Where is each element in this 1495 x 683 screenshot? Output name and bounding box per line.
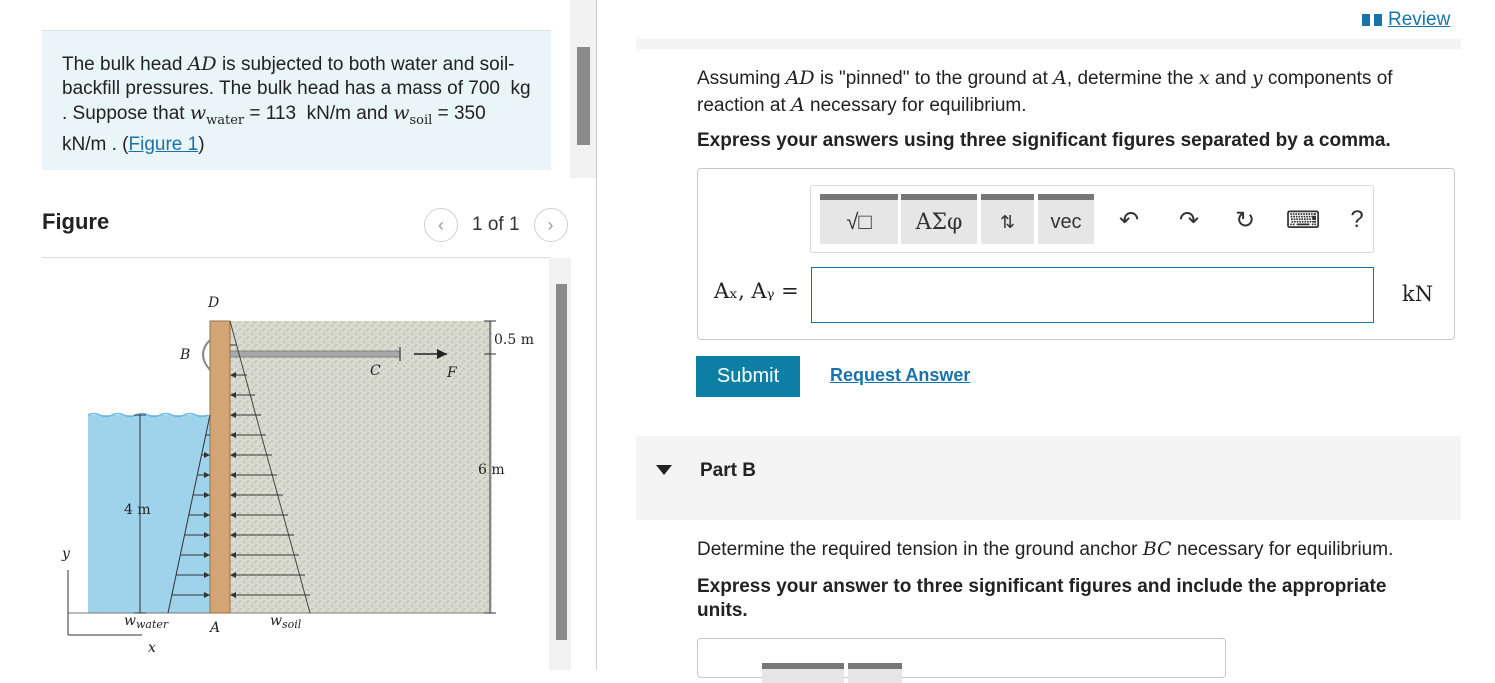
label-x: x <box>148 640 156 656</box>
collapse-triangle-icon[interactable] <box>656 465 672 475</box>
part-a-header-bar <box>636 39 1461 49</box>
panel-divider <box>596 0 597 670</box>
next-figure-button[interactable] <box>534 208 568 242</box>
keyboard-button[interactable] <box>1287 204 1319 236</box>
request-answer-link[interactable]: Request Answer <box>830 365 971 385</box>
help-button[interactable] <box>1341 204 1373 236</box>
left-panel <box>0 0 570 670</box>
vector-button[interactable] <box>1038 194 1094 244</box>
reset-button[interactable] <box>1229 204 1261 236</box>
label-d: D <box>208 295 220 311</box>
vec-icon: vec <box>1050 210 1082 233</box>
scrollbar-thumb[interactable] <box>577 47 590 145</box>
unit-label: kN <box>1402 282 1434 306</box>
part-a-answer-box <box>697 168 1455 340</box>
arrows-button[interactable] <box>981 194 1034 244</box>
answer-label: Aₓ, Aᵧ = <box>714 279 799 303</box>
review-link[interactable]: Review <box>1362 9 1450 31</box>
label-a: A <box>210 620 221 636</box>
part-b-answer-box <box>697 638 1226 678</box>
label-6m: 6 m <box>478 462 505 478</box>
sqrt-template-icon: √□ <box>846 209 872 234</box>
templates-button[interactable] <box>820 194 898 244</box>
chevron-right-icon: › <box>547 214 554 235</box>
keyboard-icon: ⌨ <box>1285 206 1321 234</box>
templates-button[interactable] <box>762 663 844 683</box>
undo-button[interactable] <box>1113 204 1145 236</box>
bulkhead-figure <box>42 260 547 670</box>
figure-nav <box>424 208 568 242</box>
label-05m: 0.5 m <box>494 332 534 348</box>
problem-scrollbar[interactable] <box>570 0 597 178</box>
label-w-water: $w_{water}$ <box>124 613 169 631</box>
label-f: F <box>447 365 457 381</box>
answer-input[interactable] <box>811 267 1374 323</box>
arrows-icon: ⇅ <box>999 211 1016 232</box>
redo-button[interactable] <box>1173 204 1205 236</box>
book-icon <box>1362 14 1382 26</box>
part-b-question: Determine the required tension in the ground anchor BC necessary for equilibrium. <box>697 538 1394 560</box>
chevron-left-icon: ‹ <box>438 214 444 235</box>
part-b-instruction: Express your answer to three significant figures and include the appropriate units. <box>697 576 1387 621</box>
redo-icon: ↷ <box>1178 206 1200 234</box>
ground-anchor <box>230 351 400 357</box>
part-b-label: Part B <box>700 460 756 481</box>
scrollbar-thumb[interactable] <box>556 284 567 640</box>
label-y: y <box>62 546 70 562</box>
reset-icon: ↻ <box>1234 206 1256 234</box>
part-b-header[interactable] <box>636 436 1461 520</box>
label-b: B <box>180 347 191 363</box>
prev-figure-button[interactable] <box>424 208 458 242</box>
help-icon: ? <box>1350 206 1364 233</box>
undo-icon: ↶ <box>1118 206 1140 234</box>
figure-title: Figure <box>42 209 110 234</box>
part-a-instruction: Express your answers using three significant figures separated by a comma. <box>697 130 1391 151</box>
bulkhead-wall <box>210 321 230 613</box>
figure-divider <box>42 257 550 258</box>
submit-button[interactable]: Submit <box>696 356 800 397</box>
greek-symbols-button[interactable] <box>901 194 977 244</box>
part-a-question: Assuming AD is "pinned" to the ground at A, determine the x and y components of reaction at A necessary for equilibrium. <box>697 67 1393 116</box>
greek-symbols-button[interactable] <box>848 663 902 683</box>
label-c: C <box>370 363 381 379</box>
label-4m: 4 m <box>124 502 151 518</box>
math-toolbar <box>810 185 1374 253</box>
figure-counter: 1 of 1 <box>472 214 520 235</box>
problem-statement: The bulk head AD is subjected to both water and soil-backfill pressures. The bulk head has a mass of 700 kg . Suppose that $w_{water} = 113$ kN/m and $w_{soil} = 350$ kN/m . (Figure 1) <box>42 30 551 170</box>
label-w-soil: $w_{soil}$ <box>270 613 302 631</box>
greek-icon: ΑΣφ <box>915 209 963 235</box>
figure-link[interactable]: Figure 1 <box>128 133 199 155</box>
figure-scrollbar[interactable] <box>549 258 571 670</box>
